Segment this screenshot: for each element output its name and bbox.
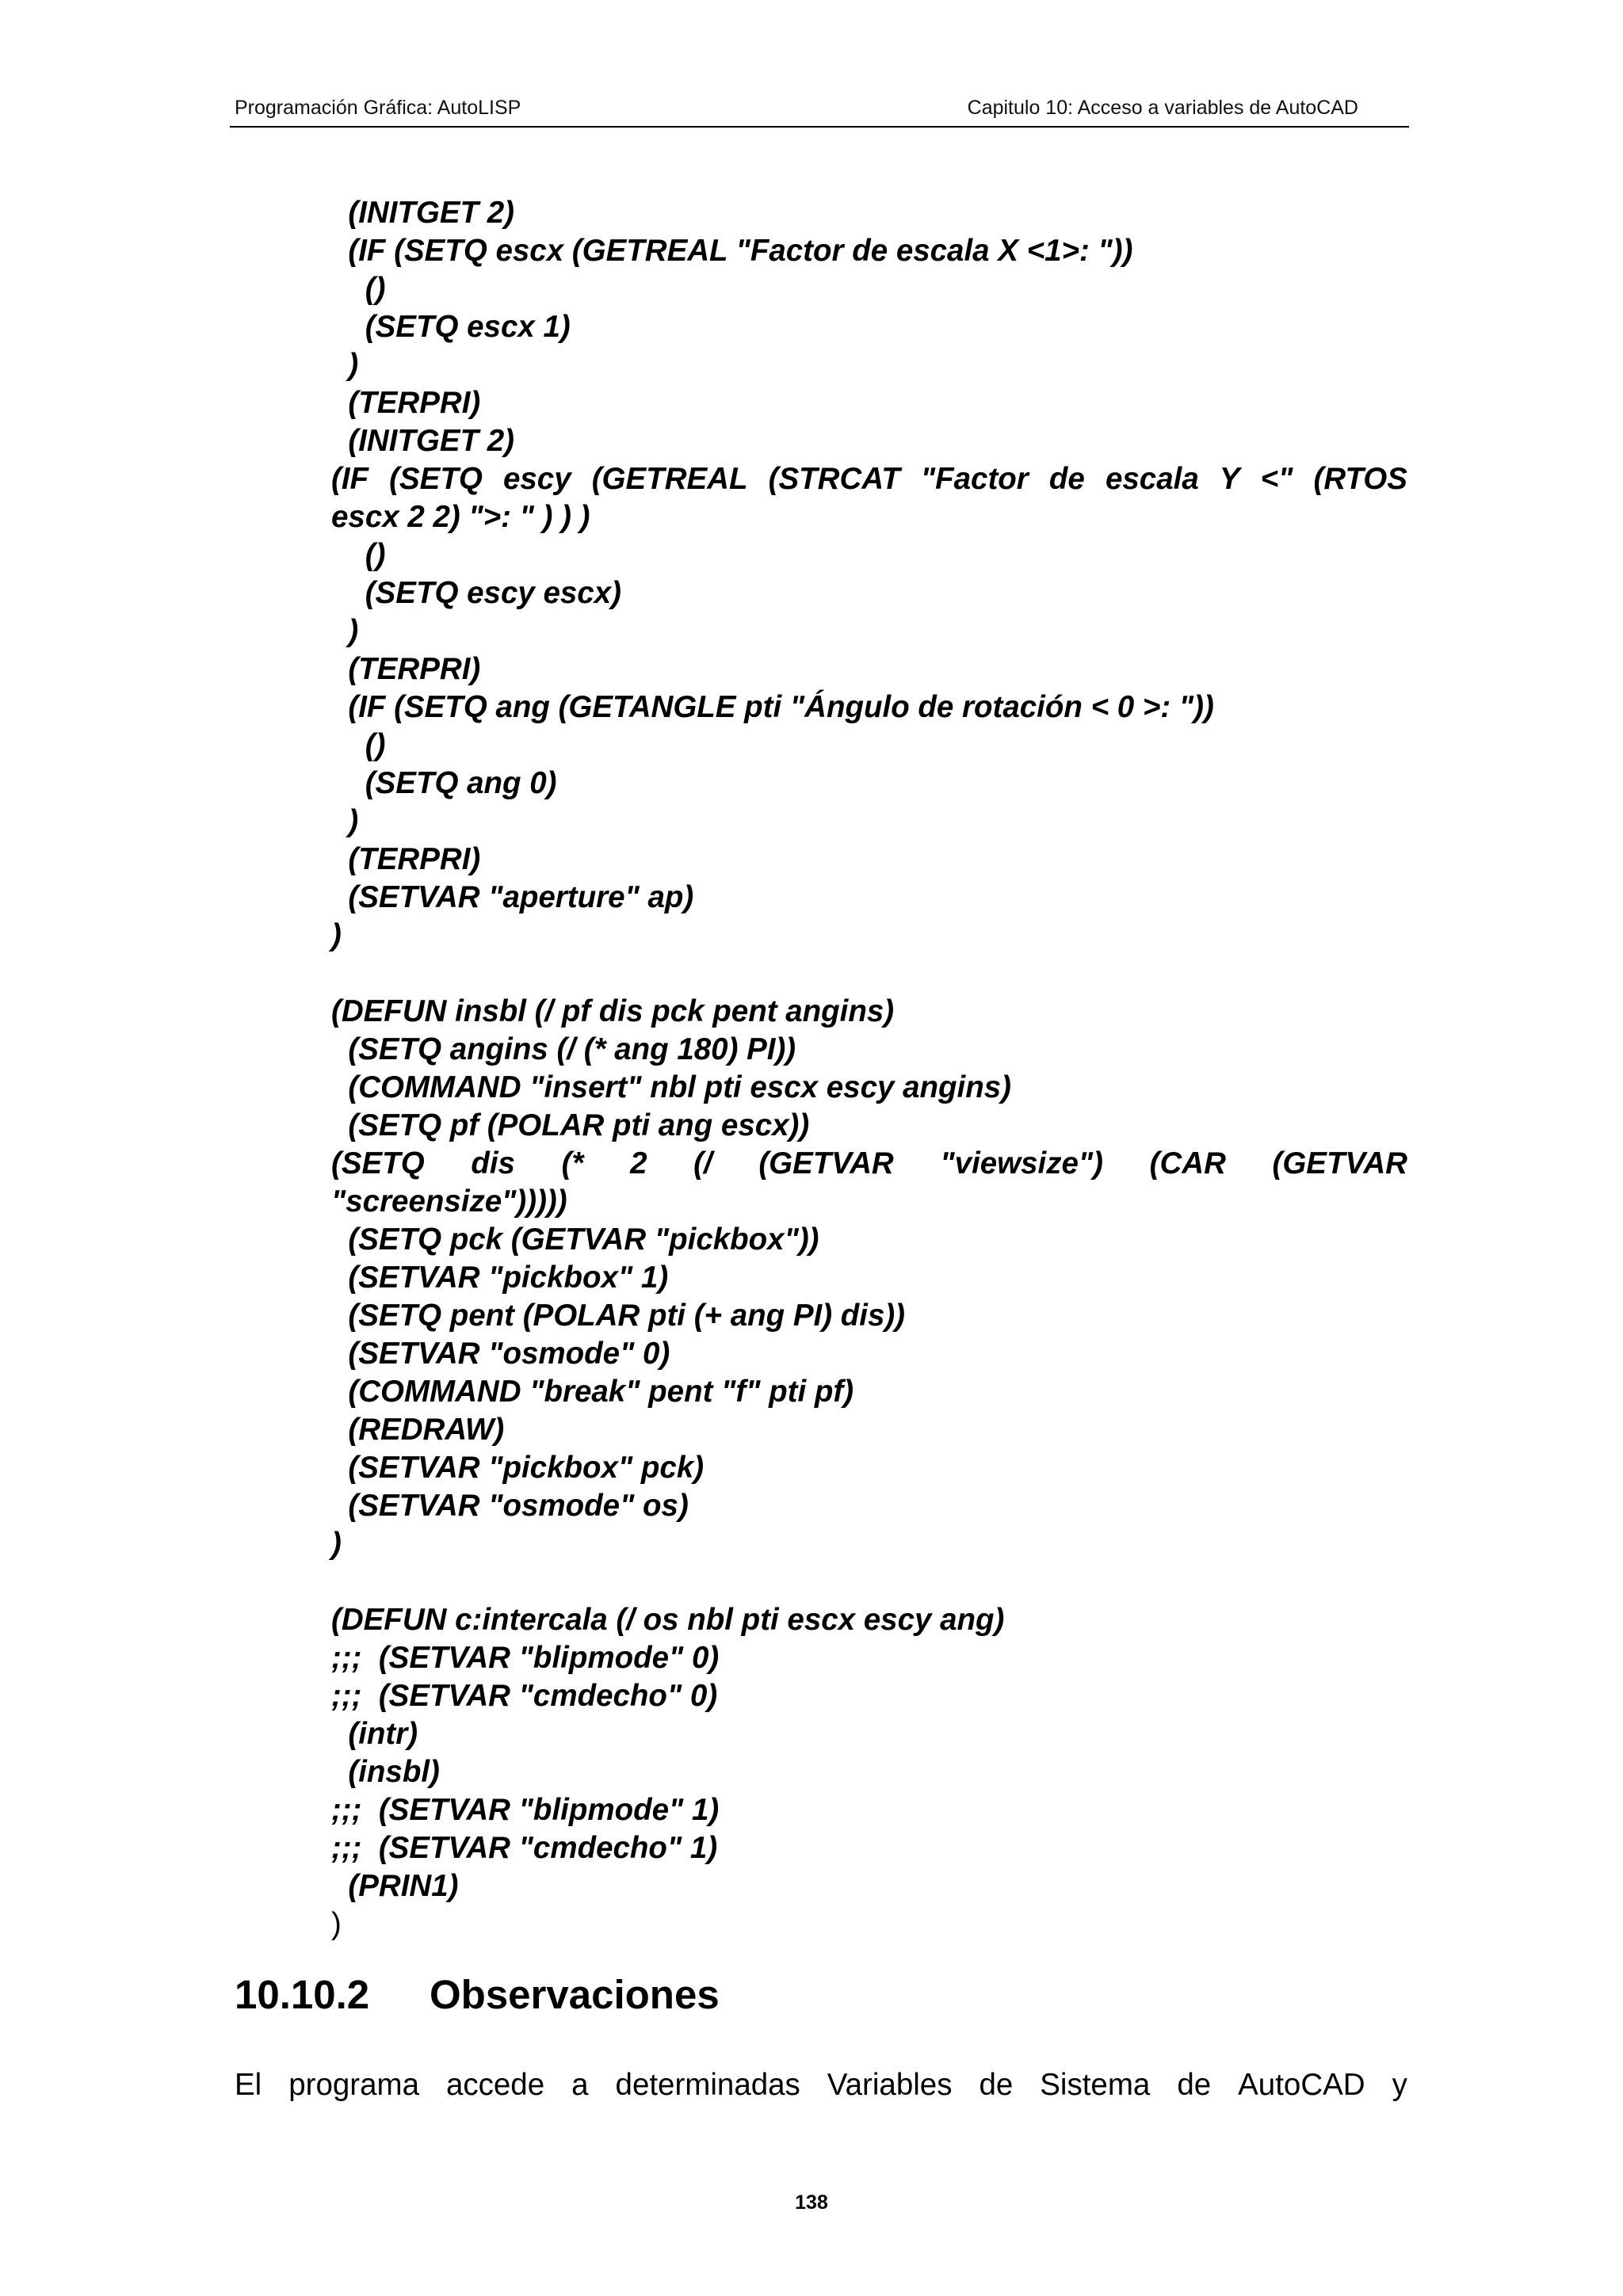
code-line: (INITGET 2)	[331, 424, 514, 458]
code-line: (IF (SETQ escy (GETREAL (STRCAT "Factor de escala Y <" (RTOS	[331, 462, 1407, 496]
header-rule	[230, 126, 1409, 128]
code-line: (TERPRI)	[331, 842, 481, 876]
section-heading	[235, 1971, 720, 2018]
code-line: "screensize")))))	[331, 1184, 567, 1219]
code-line: (insbl)	[331, 1755, 440, 1789]
code-line: ()	[331, 538, 386, 572]
code-line: (IF (SETQ escx (GETREAL "Factor de escala X <1>: "))	[331, 234, 1133, 268]
code-line: (REDRAW)	[331, 1413, 505, 1447]
header-book-title: Programación Gráfica: AutoLISP	[235, 97, 521, 119]
code-line: )	[331, 1907, 342, 1941]
code-line: ()	[331, 728, 386, 762]
code-line: (SETQ ang 0)	[331, 766, 557, 800]
code-line	[331, 1563, 1407, 1601]
page-number: 138	[795, 2191, 828, 2214]
code-line: (SETQ pck (GETVAR "pickbox"))	[331, 1222, 819, 1257]
code-line: ;;; (SETVAR "blipmode" 0)	[331, 1641, 720, 1675]
code-line: (COMMAND "insert" nbl pti escx escy angins)	[331, 1070, 1011, 1104]
code-line: (PRIN1)	[331, 1869, 459, 1903]
code-line: ;;; (SETVAR "cmdecho" 0)	[331, 1679, 718, 1713]
code-line: (SETQ pent (POLAR pti (+ ang PI) dis))	[331, 1299, 905, 1333]
code-line: (SETQ escy escx)	[331, 576, 621, 610]
code-line: (SETVAR "osmode" os)	[331, 1489, 689, 1523]
code-line: (SETVAR "pickbox" 1)	[331, 1261, 669, 1295]
code-line: (INITGET 2)	[331, 196, 514, 230]
code-line: ;;; (SETVAR "cmdecho" 1)	[331, 1831, 718, 1865]
code-line: (intr)	[331, 1717, 418, 1751]
code-line: )	[331, 348, 359, 382]
header-chapter-title: Capitulo 10: Acceso a variables de AutoCAD	[967, 97, 1358, 119]
code-line: (COMMAND "break" pent "f" pti pf)	[331, 1375, 854, 1409]
code-line: (SETQ angins (/ (* ang 180) PI))	[331, 1032, 796, 1066]
code-line: ;;; (SETVAR "blipmode" 1)	[331, 1793, 720, 1827]
code-line: (SETQ pf (POLAR pti ang escx))	[331, 1108, 810, 1142]
code-listing	[331, 194, 1407, 1943]
code-line: )	[331, 918, 342, 952]
code-line: )	[331, 1527, 342, 1561]
code-line: )	[331, 614, 359, 648]
section-number: 10.10.2	[235, 1972, 370, 2017]
code-line: ()	[331, 272, 386, 306]
code-line: (SETVAR "aperture" ap)	[331, 880, 694, 914]
body-paragraph: El programa accede a determinadas Variables de Sistema de AutoCAD y	[235, 2068, 1407, 2102]
code-line: (SETQ escx 1)	[331, 310, 571, 344]
code-line: (DEFUN insbl (/ pf dis pck pent angins)	[331, 994, 895, 1028]
code-line: (IF (SETQ ang (GETANGLE pti "Ángulo de rotación < 0 >: "))	[331, 690, 1214, 724]
code-line: )	[331, 804, 359, 838]
code-line: (TERPRI)	[331, 386, 481, 420]
code-line: (SETVAR "osmode" 0)	[331, 1337, 670, 1371]
code-line: (DEFUN c:intercala (/ os nbl pti escx escy ang)	[331, 1603, 1005, 1637]
code-line: escx 2 2) ">: " ) ) )	[331, 500, 590, 534]
code-line: (SETQ dis (* 2 (/ (GETVAR "viewsize") (CAR (GETVAR	[331, 1146, 1407, 1180]
code-line	[331, 955, 1407, 993]
code-line: (SETVAR "pickbox" pck)	[331, 1451, 705, 1485]
running-header	[230, 97, 1409, 128]
code-line: (TERPRI)	[331, 652, 481, 686]
section-title: Observaciones	[430, 1972, 720, 2017]
